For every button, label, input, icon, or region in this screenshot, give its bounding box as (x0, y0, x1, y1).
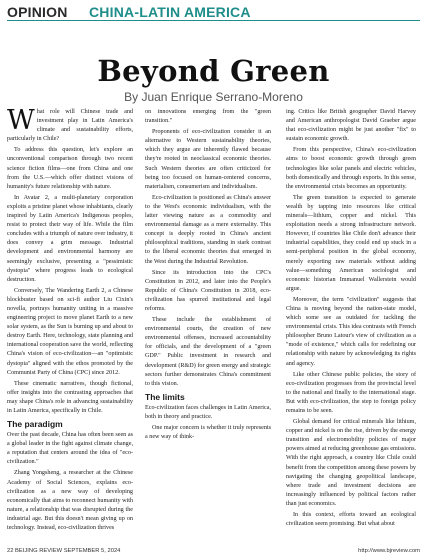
article-title: Beyond Green (97, 54, 330, 88)
paragraph: Like other Chinese public policies, the story of eco-civilization progresses from the provincial level to the national and finally to the international stage. But with eco-civilization, the step to foreign policy remains to be seen. (286, 371, 416, 414)
section-header (7, 2, 420, 19)
paragraph: Moreover, the term "civilization" suggests that China is moving beyond the nation-state model, which some see as outdated for tackling the environmental crisis. This idea contrasts with French philosopher Bruno Latour's view of civilization as a "mode of existence," which calls for redefining our relationship with nature by acknowledging its rights and agency. (286, 296, 417, 367)
header-rule (7, 20, 420, 21)
text-column-3 (286, 108, 416, 531)
paragraph: These cinematic narratives, though fictional, offer insights into the contrasting approaches that may shape China's role in advancing sustainability in Latin America, specifically in Chile. (7, 380, 133, 414)
paragraph: Over the past decade, China has often been seen as a global leader in the fight against climate change, a reputation that centers around the idea of "eco-civilization." (7, 432, 133, 466)
text-column-2 (145, 108, 271, 444)
paragraph: ing. Critics like British geographer David Harvey and American anthropologist David Graeber argue that eco-civilization might be just another "fix" to sustain economic growth. (286, 109, 416, 143)
subheading: The paradigm (7, 419, 63, 430)
text-column-1 (7, 105, 133, 535)
paragraph: To address this question, let's explore an unconventional comparison through two recent science fiction films—one from China and one from the U.S.—which offer distinct visions of humanity's future relationship with nature. (7, 147, 133, 190)
paragraph: In this context, efforts toward an ecological civilization seem promising. But what about (286, 512, 416, 528)
paragraph: Proponents of eco-civilization consider it an alternative to Western sustainability theories, which they argue are inherently flawed because they're rooted in neoclassical economic theories. Such Western theories are often criticized for being too focused on human-centered concerns, materialism, consumerism and individualism. (145, 129, 271, 190)
footer-issue: 22 BEIJING REVIEW SEPTEMBER 5, 2024 (7, 548, 121, 554)
paragraph: The green transition is expected to generate wealth by tapping into resources like critical minerals—lithium, copper and nickel. This exploitation needs a strong infrastructure network. However, if countries like Chile don't advance their industrial capabilities, they could end up stuck in a semi-peripheral position in the global economy, merely exporting raw materials without adding value—something American sociologist and economic historian Immanuel Wallerstein would argue. (286, 194, 416, 292)
paragraph: What role will Chinese trade and investment play in Latin America's climate and sustainability efforts, particularly in Chile? (7, 105, 133, 143)
paragraph: One major concern is whether it truly represents a new way of think- (145, 425, 271, 441)
page-footer (7, 548, 420, 558)
paragraph: Eco-civilization is positioned as China's answer to the West's economic individualism, with the latter viewing nature as a commodity and environmental damage as a mere externality. This concept is deeply rooted in China's ancient philosophical traditions, standing in stark contrast to the liberal economic theories that emerged in the West during the Industrial Revolution. (145, 194, 271, 265)
paragraph: These include the establishment of environmental courts, the creation of new environmental offenses, increased accountability for officials, and the development of a "green GDP." Public investment in research and development (R&D) for green energy and strategic sectors further demonstrates China's commitment to this vision. (145, 317, 271, 387)
paragraph: Global demand for critical minerals like lithium, copper and nickel is on the rise, driven by the energy transition and electromobility policies of major powers aimed at reducing greenhouse gas emissions. With the right approach, a country like Chile could benefit from the competition among these powers by navigating the changing geopolitical landscape, where trade and investment decisions are increasingly influenced by political factors rather than just economics. (286, 419, 416, 507)
paragraph: From this perspective, China's eco-civilization aims to boost economic growth through green technologies like solar panels and electric vehicles, both domestically and through exports. In this sense, the environmental crisis becomes an opportunity. (286, 147, 416, 190)
paragraph: Zhang Yongsheng, a researcher at the Chinese Academy of Social Sciences, explains eco-civilization as a new way of developing economically that aims to reconnect humanity with nature, a relationship that was disrupted during the industrial age. But this doesn't mean giving up on technology. Instead, eco-civilization thrives (7, 470, 133, 532)
drop-cap: W (7, 105, 35, 136)
footer-url: http://www.bjreview.com (358, 548, 420, 554)
paragraph: In Avatar 2, a multi-planetary corporation exploits a pristine planet whose inhabitants, clearly inspired by Latin America's Indigenous peoples, resist to protect their way of life. While the film concludes with a triumph of nature over industry, it does convey a grim message. Industrial development and environmental harmony are seemingly exclusive, presenting a "pessimistic dystopia" where progress leads to ecological destruction. (7, 194, 133, 283)
paragraph: Since its introduction into the CPC's Constitution in 2012, and later into the People's Republic of China's Constitution in 2018, eco-civilization has spurred institutional and legal reforms. (145, 269, 271, 312)
paragraph: Conversely, The Wandering Earth 2, a Chinese blockbuster based on sci-fi author Liu Cixin's novella, portrays humanity uniting in a massive engineering project to move planet Earth to a new solar system, as the Sun is burning up and about to destroy Earth. Here, technology, state planning and international cooperation save the world, reflecting China's vision of eco-civilization—an "optimistic dystopia" aligned with the ethos promoted by the Communist Party of China (CPC) since 2012. (7, 287, 133, 376)
subheading: The limits (145, 391, 185, 402)
article-byline: By Juan Enrique Serrano-Moreno (124, 90, 303, 104)
paragraph: on innovations emerging from the "green transition." (145, 109, 271, 125)
section-label: OPINION (7, 4, 68, 20)
region-label: CHINA-LATIN AMERICA (89, 4, 251, 20)
paragraph: Eco-civilization faces challenges in Latin America, both in theory and practice. (145, 404, 271, 420)
